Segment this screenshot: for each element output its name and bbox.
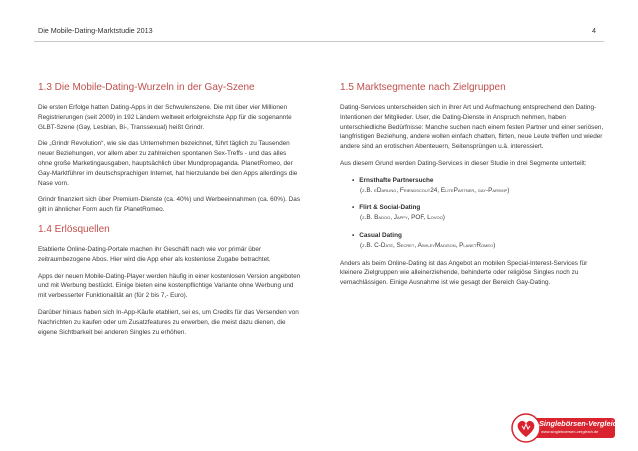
list-item bbox=[352, 203, 608, 223]
section-heading-gay-szene: 1.3 Die Mobile-Dating-Wurzeln in der Gay-Szene bbox=[38, 82, 255, 93]
paragraph: Etablierte Online-Dating-Portale machen ihr Geschäft nach wie vor primär über zeitraumbezogene Abos. Hier wird die App eher als kostenlose Zugabe betrachtet. bbox=[38, 245, 271, 263]
section-heading-marktsegmente: 1.5 Marktsegmente nach Zielgruppen bbox=[340, 82, 506, 93]
list-item bbox=[352, 231, 608, 251]
segment-title: ▪ Flirt & Social-Dating bbox=[352, 203, 608, 213]
segment-title: ▪ Ernsthafte Partnersuche bbox=[352, 176, 608, 186]
list-item bbox=[352, 176, 608, 196]
segment-examples: (z.B. eDarling, Friendscout24, ElitePartner, gay-Parship) bbox=[360, 186, 510, 194]
page-number: 4 bbox=[592, 26, 596, 35]
segment-examples: (z.B. C-Date, Secret, AshleyMadison, PlanetRomeo) bbox=[360, 241, 496, 249]
paragraph: Anders als beim Online-Dating ist das Angebot an mobilen Special-Interest-Services für kleinere Zielgruppen wie alleinerziehende, behinderte oder religiöse Singles noch zu vernachlässigen. Einige Ausnahme ist wie gesagt der Bereich Gay-Dating. bbox=[340, 259, 588, 287]
paragraph: Die ersten Erfolge hatten Dating-Apps in der Schwulenszene. Die mit über vier Millionen Registrierungen (seit 2009) in 192 Ländern weltweit erfolgreichste App für die sogenannte GLBT-Szene (Gay, Lesbian, Bi-, Transsexual) heißt Grindr. bbox=[38, 104, 292, 131]
section-heading-erloesquellen: 1.4 Erlösquellen bbox=[38, 223, 110, 235]
paragraph: Die „Grindr Revolution“, wie sie das Unternehmen bezeichnet, führt täglich zu Tausenden neuer Beziehungen, vor allem aber zu zahlreichen spontanen Sex-Treffs - und das alles ohne große Marketingausgaben, hauptsächlich über Mundpropaganda. PlanetRomeo, der Gay-Marktführer im deutschsprachigen Internet, hat hierzulande bei den Apps allerdings die Nase vorn. bbox=[38, 140, 298, 187]
logo-url-text: www.singleboersen-vergleich.de bbox=[541, 429, 599, 434]
left-column bbox=[38, 82, 302, 344]
paragraph: Dating-Services unterscheiden sich in ihrer Art und Aufmachung entsprechend den Dating-Intentionen der Mitglieder. User, die Dating-Dienste in Anspruch nehmen, haben unterschiedliche Bedürfnisse: Manche suchen nach einem festen Partner und einer seriösen, langfristigen Beziehung, andere wollen einfach chatten, flirten, neue Leute treffen und wieder andere sind an erotischen Abenteuern, Seitensprüngen u.ä. interessiert. bbox=[340, 104, 604, 151]
paragraph: Grindr finanziert sich über Premium-Dienste (ca. 40%) und Werbeeinnahmen (ca. 60%). Das gilt in ähnlicher Form auch für PlanetRomeo. bbox=[38, 196, 301, 214]
page-header bbox=[38, 26, 600, 35]
brand-logo[interactable] bbox=[511, 413, 622, 443]
paragraph: Apps der neuen Mobile-Dating-Player werden häufig in einer kostenlosen Version angeboten und mit Werbung bestückt. Einige bieten eine kostenpflichtige Variante ohne Werbung und mit verbesserter Funktionalität an (für 2 bis 7,- Euro). bbox=[38, 272, 301, 300]
document-title: Die Mobile-Dating-Marktstudie 2013 bbox=[38, 26, 153, 35]
right-column bbox=[340, 82, 608, 295]
paragraph: Aus diesem Grund werden Dating-Services in dieser Studie in drei Segmente unterteilt: bbox=[340, 159, 587, 167]
segment-list bbox=[340, 176, 608, 251]
segment-examples: (z.B. Badoo, Jappy, POF, Lovoo) bbox=[360, 214, 445, 222]
heart-logo-icon bbox=[511, 413, 541, 443]
segment-title: ▪ Casual Dating bbox=[352, 231, 608, 241]
logo-brand-text: Singlebörsen-Vergleich bbox=[539, 419, 622, 428]
paragraph: Darüber hinaus haben sich In-App-Käufe etabliert, sei es, um Credits für das Versenden von Nachrichten zu kaufen oder um Zusatzfeatures zu erwerben, die meist dazu dienen, die eigene Sichtbarkeit bei anderen Singles zu erhöhen. bbox=[38, 308, 299, 336]
header-divider bbox=[34, 41, 604, 42]
